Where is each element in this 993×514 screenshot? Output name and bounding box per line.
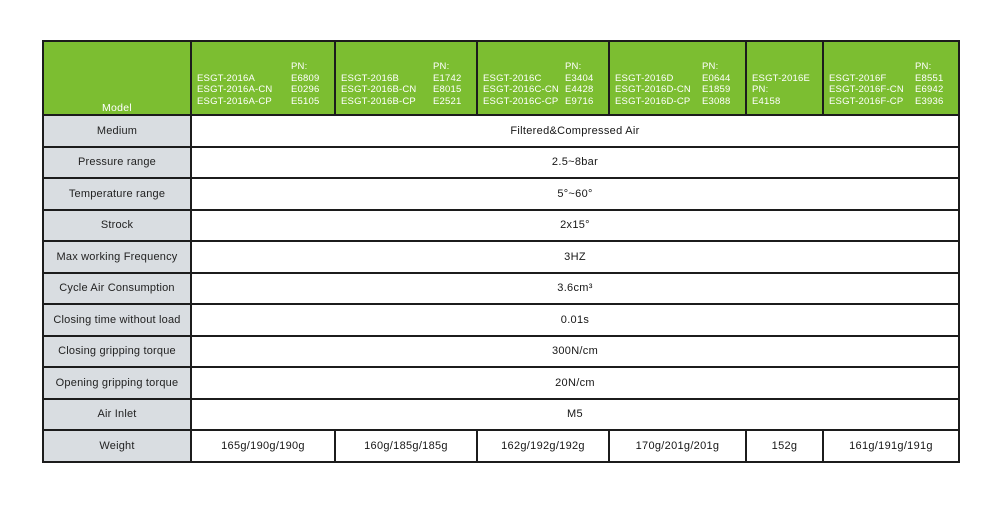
model-name: ESGT-2016B-CP [341, 95, 416, 107]
row-value: 0.01s [191, 304, 959, 336]
spec-table-container [42, 40, 960, 463]
pn-code: E1859 [702, 84, 731, 95]
pn-code: E9716 [565, 95, 594, 107]
pn-code: E4158 [752, 95, 781, 107]
pn-label: PN: [915, 61, 932, 72]
model-column-b [335, 41, 477, 115]
model-name: ESGT-2016C-CN [483, 84, 559, 95]
row-value: 5°~60° [191, 178, 959, 210]
model-name: ESGT-2016F-CN [829, 84, 904, 95]
row-label: Temperature range [43, 178, 191, 210]
row-label: Opening gripping torque [43, 367, 191, 399]
model-name: ESGT-2016D-CN [615, 84, 691, 95]
model-name: ESGT-2016E [752, 72, 810, 84]
row-label: Closing time without load [43, 304, 191, 336]
model-name: ESGT-2016A [197, 72, 255, 84]
row-label: Closing gripping torque [43, 336, 191, 368]
model-column-d [609, 41, 746, 115]
model-name: ESGT-2016D-CP [615, 95, 691, 107]
row-value: 3HZ [191, 241, 959, 273]
spec-row-weight [43, 430, 959, 462]
row-label: Pressure range [43, 147, 191, 179]
model-name: ESGT-2016A-CN [197, 84, 273, 95]
row-value: Filtered&Compressed Air [191, 115, 959, 147]
model-name: ESGT-2016C-CP [483, 95, 559, 107]
pn-code: E8551 [915, 72, 944, 84]
spec-row-temperature-range [43, 178, 959, 210]
model-name: ESGT-2016F-CP [829, 95, 904, 107]
pn-label: PN: [702, 61, 719, 72]
spec-row-pressure-range [43, 147, 959, 179]
model-column-a [191, 41, 335, 115]
pn-label: PN: [291, 61, 308, 72]
model-name: ESGT-2016B [341, 72, 399, 84]
pn-code: E0644 [702, 72, 731, 84]
pn-code: E3088 [702, 95, 731, 107]
weight-cell-b: 160g/185g/185g [335, 430, 477, 462]
row-label: Strock [43, 210, 191, 242]
row-label: Weight [43, 430, 191, 462]
weight-cell-f: 161g/191g/191g [823, 430, 959, 462]
row-value: 3.6cm³ [191, 273, 959, 305]
model-header-cell [43, 41, 191, 115]
spec-row-medium [43, 115, 959, 147]
pn-code: E2521 [433, 95, 462, 107]
row-value: 300N/cm [191, 336, 959, 368]
model-name: ESGT-2016D [615, 72, 674, 84]
pn-code: E6942 [915, 84, 944, 95]
pn-code: E4428 [565, 84, 594, 95]
model-name: ESGT-2016F [829, 72, 887, 84]
spec-row-air-inlet [43, 399, 959, 431]
row-value: 2x15° [191, 210, 959, 242]
pn-code: E0296 [291, 84, 320, 95]
product-spec-table [42, 40, 960, 463]
model-column-f [823, 41, 959, 115]
pn-code: E5105 [291, 95, 320, 107]
pn-label: PN: [752, 84, 769, 95]
model-column-c [477, 41, 609, 115]
row-label: Max working Frequency [43, 241, 191, 273]
spec-row-strock [43, 210, 959, 242]
weight-cell-e: 152g [746, 430, 823, 462]
model-name: ESGT-2016A-CP [197, 95, 272, 107]
model-name: ESGT-2016C [483, 72, 542, 84]
spec-row-max-working-frequency [43, 241, 959, 273]
row-label: Air Inlet [43, 399, 191, 431]
spec-row-cycle-air-consumption [43, 273, 959, 305]
row-value: 2.5~8bar [191, 147, 959, 179]
weight-cell-a: 165g/190g/190g [191, 430, 335, 462]
row-value: M5 [191, 399, 959, 431]
spec-row-closing-gripping-torque [43, 336, 959, 368]
row-value: 20N/cm [191, 367, 959, 399]
model-name: ESGT-2016B-CN [341, 84, 417, 95]
pn-code: E3404 [565, 72, 594, 84]
spec-row-closing-time-without-load [43, 304, 959, 336]
pn-code: E6809 [291, 72, 320, 84]
pn-label: PN: [565, 61, 582, 72]
header-row [43, 41, 959, 115]
pn-code: E1742 [433, 72, 462, 84]
row-label: Medium [43, 115, 191, 147]
pn-code: E3936 [915, 95, 944, 107]
spec-row-opening-gripping-torque [43, 367, 959, 399]
weight-cell-d: 170g/201g/201g [609, 430, 746, 462]
pn-code: E8015 [433, 84, 462, 95]
model-header-label: Model [101, 102, 133, 114]
row-label: Cycle Air Consumption [43, 273, 191, 305]
pn-label: PN: [433, 61, 450, 72]
model-column-e [746, 41, 823, 115]
weight-cell-c: 162g/192g/192g [477, 430, 609, 462]
